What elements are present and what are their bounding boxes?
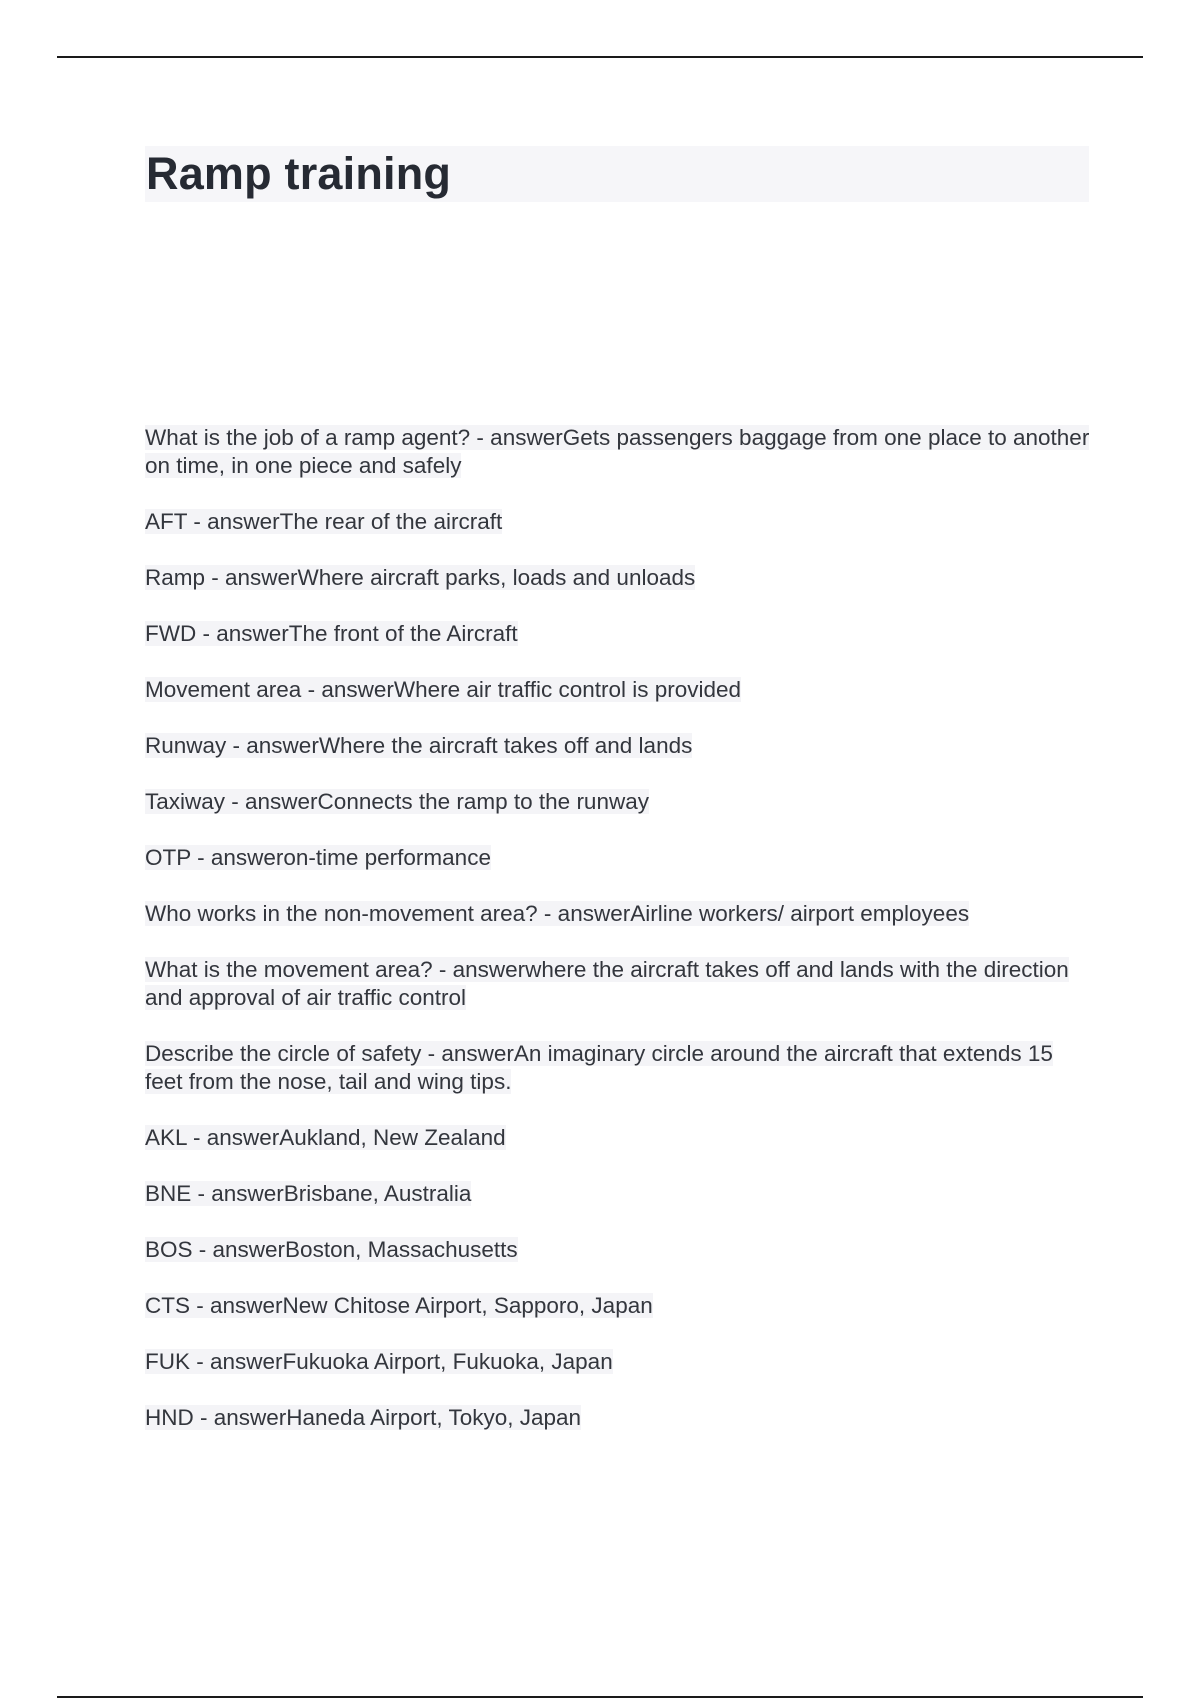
qa-item-aft: AFT - answerThe rear of the aircraft (145, 509, 503, 534)
qa-item-bne: BNE - answerBrisbane, Australia (145, 1181, 472, 1206)
qa-item-bos: BOS - answerBoston, Massachusetts (145, 1237, 518, 1262)
qa-item-non-movement-workers: Who works in the non-movement area? - answerAirline workers/ airport employees (145, 901, 970, 926)
qa-item-ramp: Ramp - answerWhere aircraft parks, loads and unloads (145, 565, 696, 590)
qa-item-movement-area-definition: What is the movement area? - answerwhere the aircraft takes off and lands with the direction and approval of air traffic control (145, 957, 1069, 1010)
bottom-divider (57, 1696, 1143, 1698)
qa-item-akl: AKL - answerAukland, New Zealand (145, 1125, 506, 1150)
qa-item-movement-area: Movement area - answerWhere air traffic control is provided (145, 677, 742, 702)
qa-item-hnd: HND - answerHaneda Airport, Tokyo, Japan (145, 1405, 582, 1430)
qa-item-fwd: FWD - answerThe front of the Aircraft (145, 621, 518, 646)
qa-item-fuk: FUK - answerFukuoka Airport, Fukuoka, Japan (145, 1349, 613, 1374)
qa-item-ramp-agent-job: What is the job of a ramp agent? - answerGets passengers baggage from one place to another on time, in one piece and safely (145, 425, 1090, 478)
qa-item-runway: Runway - answerWhere the aircraft takes off and lands (145, 733, 693, 758)
qa-item-taxiway: Taxiway - answerConnects the ramp to the runway (145, 789, 649, 814)
qa-list (145, 424, 1090, 1460)
qa-item-circle-of-safety: Describe the circle of safety - answerAn imaginary circle around the aircraft that extends 15 feet from the nose, tail and wing tips. (145, 1041, 1053, 1094)
qa-item-otp: OTP - answeron-time performance (145, 845, 491, 870)
qa-item-cts: CTS - answerNew Chitose Airport, Sapporo, Japan (145, 1293, 653, 1318)
page-title: Ramp training (146, 148, 452, 199)
top-divider (57, 56, 1143, 58)
